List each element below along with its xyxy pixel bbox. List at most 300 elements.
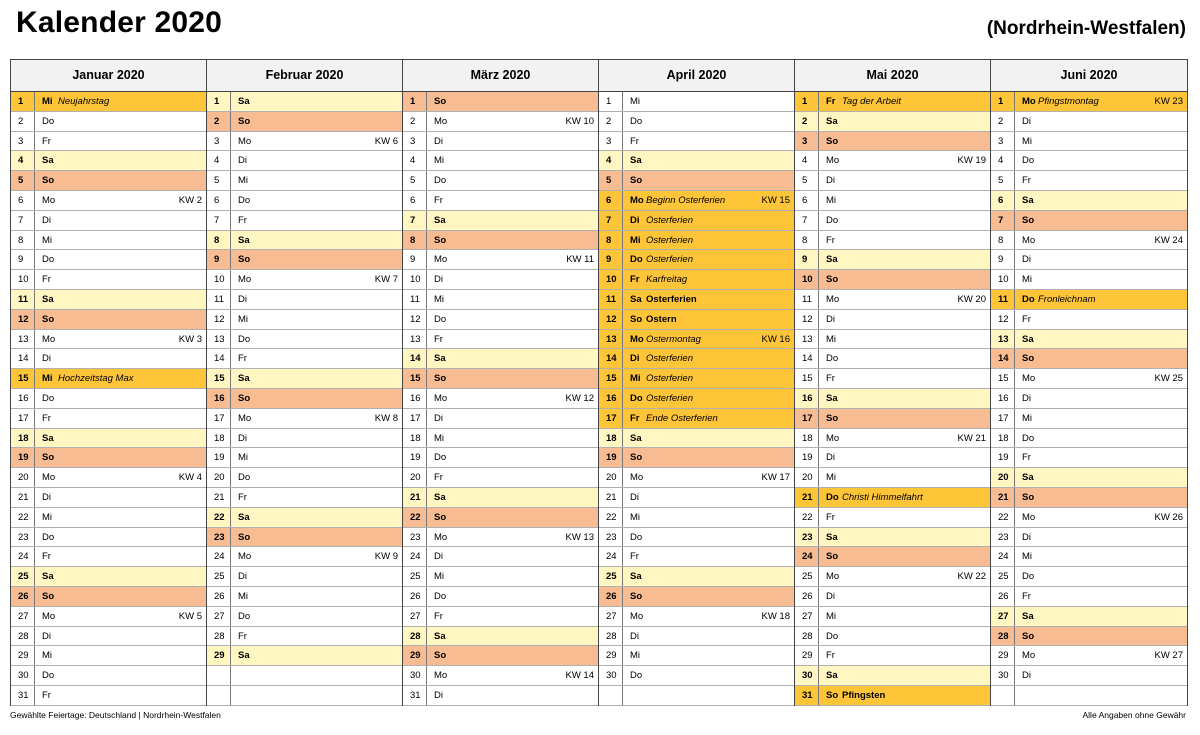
weekday: Mi [630,96,641,107]
calendar-week [986,547,990,566]
day-event [841,330,986,349]
day-event [57,448,202,467]
calendar-week [790,389,794,408]
day-row [991,231,1187,251]
day-number: 7 [991,211,1015,230]
day-row [795,389,990,409]
day-number: 19 [795,448,819,467]
day-row [795,646,990,666]
day-number: 9 [11,250,35,269]
weekday: Di [238,571,247,583]
day-number: 24 [207,547,231,566]
weekday: Fr [238,491,247,503]
day-row [403,429,598,449]
day-event [449,330,594,349]
day-number: 29 [599,646,623,665]
day-number: 13 [599,330,623,349]
day-row [599,231,794,251]
day-number: 25 [207,567,231,586]
weekday: Do [826,491,839,503]
day-event [841,349,986,368]
calendar-week: KW 26 [1154,511,1183,523]
day-number: 14 [207,349,231,368]
day-number: 19 [991,448,1015,467]
day-event [1037,310,1183,329]
day-event [1037,468,1183,487]
weekday: So [42,452,55,464]
day-row [991,488,1187,508]
weekday: Fr [1022,313,1031,325]
day-number: 30 [795,666,819,685]
day-row [795,211,990,231]
day-event [449,112,565,131]
day-row [207,587,402,607]
weekday: So [1022,214,1035,226]
day-row [795,448,990,468]
day-event [57,587,202,606]
day-event [841,151,957,170]
weekday: So [630,313,643,325]
calendar-week [202,389,206,408]
calendar-week [594,92,598,111]
month-column [207,60,403,706]
day-number: 17 [207,409,231,428]
weekday: Sa [238,96,250,107]
calendar-week [1183,250,1187,269]
calendar-week [398,211,402,230]
calendar-week [790,92,794,111]
weekday: Fr [826,511,835,523]
weekday: Fr [434,610,443,622]
day-event [449,448,594,467]
day-row [207,92,402,112]
day-row [991,686,1187,706]
day-row [403,488,598,508]
day-event [57,171,202,190]
day-event [253,132,375,151]
day-row [599,92,794,112]
weekday: Sa [42,571,54,583]
calendar-week: KW 24 [1154,234,1183,246]
calendar-week [790,250,794,269]
day-row [991,389,1187,409]
day-event [57,646,202,665]
day-number: 24 [599,547,623,566]
day-event [449,567,594,586]
day-number: 25 [991,567,1015,586]
calendar-week [398,567,402,586]
day-row [795,369,990,389]
day-number: 7 [403,211,427,230]
month-header: Februar 2020 [207,60,402,92]
weekday: Sa [826,392,838,404]
day-number: 19 [207,448,231,467]
weekday: Sa [630,155,642,167]
calendar-week [594,330,598,349]
day-row [403,211,598,231]
weekday: Do [434,313,447,325]
calendar-week [594,646,598,665]
day-row [403,112,598,132]
day-event [645,132,790,151]
day-number: 23 [403,528,427,547]
day-number: 6 [991,191,1015,210]
weekday: Di [1022,670,1031,682]
day-number: 21 [207,488,231,507]
weekday: Di [434,551,443,563]
day-row [599,250,794,270]
day-number: 6 [599,191,623,210]
calendar-week [202,666,206,685]
day-row [207,508,402,528]
calendar-week: KW 15 [761,194,790,206]
weekday: Fr [42,412,51,424]
calendar-week [790,567,794,586]
day-event [449,151,594,170]
weekday: Mi [630,373,641,385]
weekday: Di [1022,115,1031,127]
calendar-week [398,171,402,190]
day-number: 23 [599,528,623,547]
weekday: Di [42,491,51,503]
weekday: Fr [42,274,51,286]
weekday: Mi [1022,551,1033,563]
day-event [841,112,986,131]
day-number: 1 [795,92,819,111]
day-event [449,369,594,388]
day-number: 3 [599,132,623,151]
day-event [253,429,398,448]
day-row [207,290,402,310]
day-event: Hochzeitstag Max [58,373,134,385]
day-number: 5 [599,171,623,190]
weekday: Do [630,670,643,682]
day-number: 26 [11,587,35,606]
day-event [1037,191,1183,210]
day-event [57,191,179,210]
day-row [599,171,794,191]
day-row [991,270,1187,290]
day-event [841,448,986,467]
day-number: 3 [991,132,1015,151]
calendar-week [398,666,402,685]
calendar-week [594,290,598,309]
calendar-week [986,646,990,665]
calendar-week [790,686,794,705]
day-row [207,627,402,647]
day-number: 16 [599,389,623,408]
day-row [403,627,598,647]
weekday: Mo [826,293,840,305]
day-number: 27 [795,607,819,626]
day-event [1037,171,1183,190]
day-row [403,191,598,211]
day-row [11,310,206,330]
day-number: 15 [11,369,35,388]
day-row [207,151,402,171]
weekday: Mo [630,333,644,345]
day-event: Fronleichnam [1038,293,1096,305]
calendar-week [986,488,990,507]
day-number: 15 [207,369,231,388]
day-number: 28 [991,627,1015,646]
day-number [207,666,231,685]
weekday: Di [42,353,51,365]
day-number: 18 [795,429,819,448]
day-number: 9 [991,250,1015,269]
weekday: So [826,689,839,701]
weekday [231,666,253,685]
weekday: Di [826,175,835,187]
calendar-week [986,132,990,151]
day-event [449,627,594,646]
day-row [403,666,598,686]
weekday: Sa [434,214,446,226]
calendar-week [398,151,402,170]
weekday: Sa [238,234,250,246]
day-row [207,448,402,468]
day-row [795,171,990,191]
weekday [1015,686,1037,705]
calendar-week [1183,666,1187,685]
calendar-week [1183,409,1187,428]
day-row [403,587,598,607]
day-number: 18 [11,429,35,448]
calendar-week [398,468,402,487]
day-row [991,567,1187,587]
day-event [253,567,398,586]
day-number: 23 [11,528,35,547]
calendar-week [790,132,794,151]
day-row [599,646,794,666]
weekday: Do [1022,155,1035,167]
weekday: Mo [42,472,56,484]
calendar-week [594,567,598,586]
day-event [57,231,202,250]
day-row [207,567,402,587]
day-event [1037,607,1183,626]
weekday: Sa [238,373,250,385]
calendar-week [594,132,598,151]
calendar-week [1183,310,1187,329]
day-number: 5 [795,171,819,190]
calendar-week [986,607,990,626]
day-event [645,468,761,487]
day-event [645,488,790,507]
day-number: 27 [403,607,427,626]
day-row [599,290,794,310]
day-event [841,627,986,646]
calendar-week [986,666,990,685]
weekday: Sa [238,511,250,523]
day-number: 8 [403,231,427,250]
day-number: 20 [795,468,819,487]
day-number: 16 [795,389,819,408]
day-event [645,686,790,705]
weekday: Fr [434,333,443,345]
weekday: Do [238,333,251,345]
day-event [841,646,986,665]
weekday: Fr [434,194,443,206]
day-number: 22 [795,508,819,527]
day-number: 7 [599,211,623,230]
day-row [991,547,1187,567]
day-number: 5 [403,171,427,190]
day-row [11,369,206,389]
calendar-week [986,587,990,606]
day-number: 29 [11,646,35,665]
calendar-week [986,330,990,349]
weekday: So [630,452,643,464]
weekday: Mo [434,531,448,543]
weekday: Sa [42,293,54,305]
day-row [403,250,598,270]
calendar-week [1183,349,1187,368]
weekday: Fr [826,650,835,662]
calendar-week [202,567,206,586]
calendar-week [202,409,206,428]
day-event [449,409,594,428]
day-number: 1 [599,92,623,111]
calendar-week [790,429,794,448]
month-header: Januar 2020 [11,60,206,92]
day-event [841,211,986,230]
day-number: 28 [207,627,231,646]
day-number: 7 [11,211,35,230]
day-event [449,528,565,547]
weekday: Mi [1022,412,1033,424]
day-event [1037,448,1183,467]
day-event [253,528,398,547]
day-number: 20 [599,468,623,487]
day-number: 24 [11,547,35,566]
day-number: 5 [207,171,231,190]
calendar-week [594,686,598,705]
day-row [795,349,990,369]
day-row [403,409,598,429]
calendar-week [790,488,794,507]
day-row [11,468,206,488]
day-row [599,666,794,686]
day-number: 23 [991,528,1015,547]
day-number: 8 [207,231,231,250]
day-number [207,686,231,705]
calendar-week: KW 21 [957,432,986,444]
weekday: Fr [630,551,639,563]
weekday: Mi [826,333,837,345]
weekday: Mo [434,254,448,266]
weekday: Do [630,254,643,266]
calendar-week [202,448,206,467]
month-header: Mai 2020 [795,60,990,92]
calendar-week [594,587,598,606]
calendar-week [986,310,990,329]
day-row [991,468,1187,488]
day-row [991,448,1187,468]
calendar-week [398,389,402,408]
weekday: Do [42,670,55,682]
day-number: 20 [403,468,427,487]
day-row [11,389,206,409]
day-number: 8 [991,231,1015,250]
calendar-week: KW 5 [178,610,202,622]
weekday: Fr [630,274,640,286]
day-row [11,567,206,587]
calendar-week [398,488,402,507]
calendar-week [790,349,794,368]
weekday: Mo [238,135,252,147]
day-event [841,429,957,448]
day-row [403,389,598,409]
weekday: Mi [238,590,249,602]
day-event [253,587,398,606]
day-event [253,607,398,626]
calendar-week [1183,151,1187,170]
day-row [599,270,794,290]
calendar-week [398,231,402,250]
calendar-week [790,528,794,547]
calendar-week: KW 16 [761,333,790,345]
calendar-week [398,310,402,329]
day-row [599,349,794,369]
day-event [57,429,202,448]
calendar-week [1183,429,1187,448]
weekday: Fr [434,472,443,484]
day-row [795,310,990,330]
day-number: 9 [795,250,819,269]
day-row [795,587,990,607]
weekday: Fr [1022,452,1031,464]
weekday: So [42,313,55,325]
calendar-week [986,171,990,190]
weekday: Di [434,135,443,147]
day-row [11,211,206,231]
weekday: So [434,650,447,662]
day-row [403,547,598,567]
weekday: So [238,115,251,127]
day-event [1037,250,1183,269]
day-number [991,686,1015,705]
day-number: 3 [795,132,819,151]
day-event [1037,547,1183,566]
weekday: Fr [238,630,247,642]
calendar-week [986,369,990,388]
day-row [599,191,794,211]
day-number: 25 [795,567,819,586]
calendar-week [594,310,598,329]
weekday: Fr [826,234,835,246]
day-event [57,409,202,428]
day-row [991,290,1187,310]
day-event [645,607,761,626]
day-event [1037,528,1183,547]
day-row [991,349,1187,369]
calendar-week [594,349,598,368]
weekday: Mo [630,194,644,206]
day-row [991,132,1187,152]
day-row [795,330,990,350]
calendar-week: KW 13 [565,531,594,543]
day-number: 11 [403,290,427,309]
day-event [449,389,565,408]
calendar-week: KW 2 [178,194,202,206]
day-event [1037,231,1154,250]
day-event: Ostermontag [646,333,701,345]
weekday: Sa [826,254,838,266]
day-event [841,250,986,269]
day-row [991,666,1187,686]
calendar-week [202,528,206,547]
